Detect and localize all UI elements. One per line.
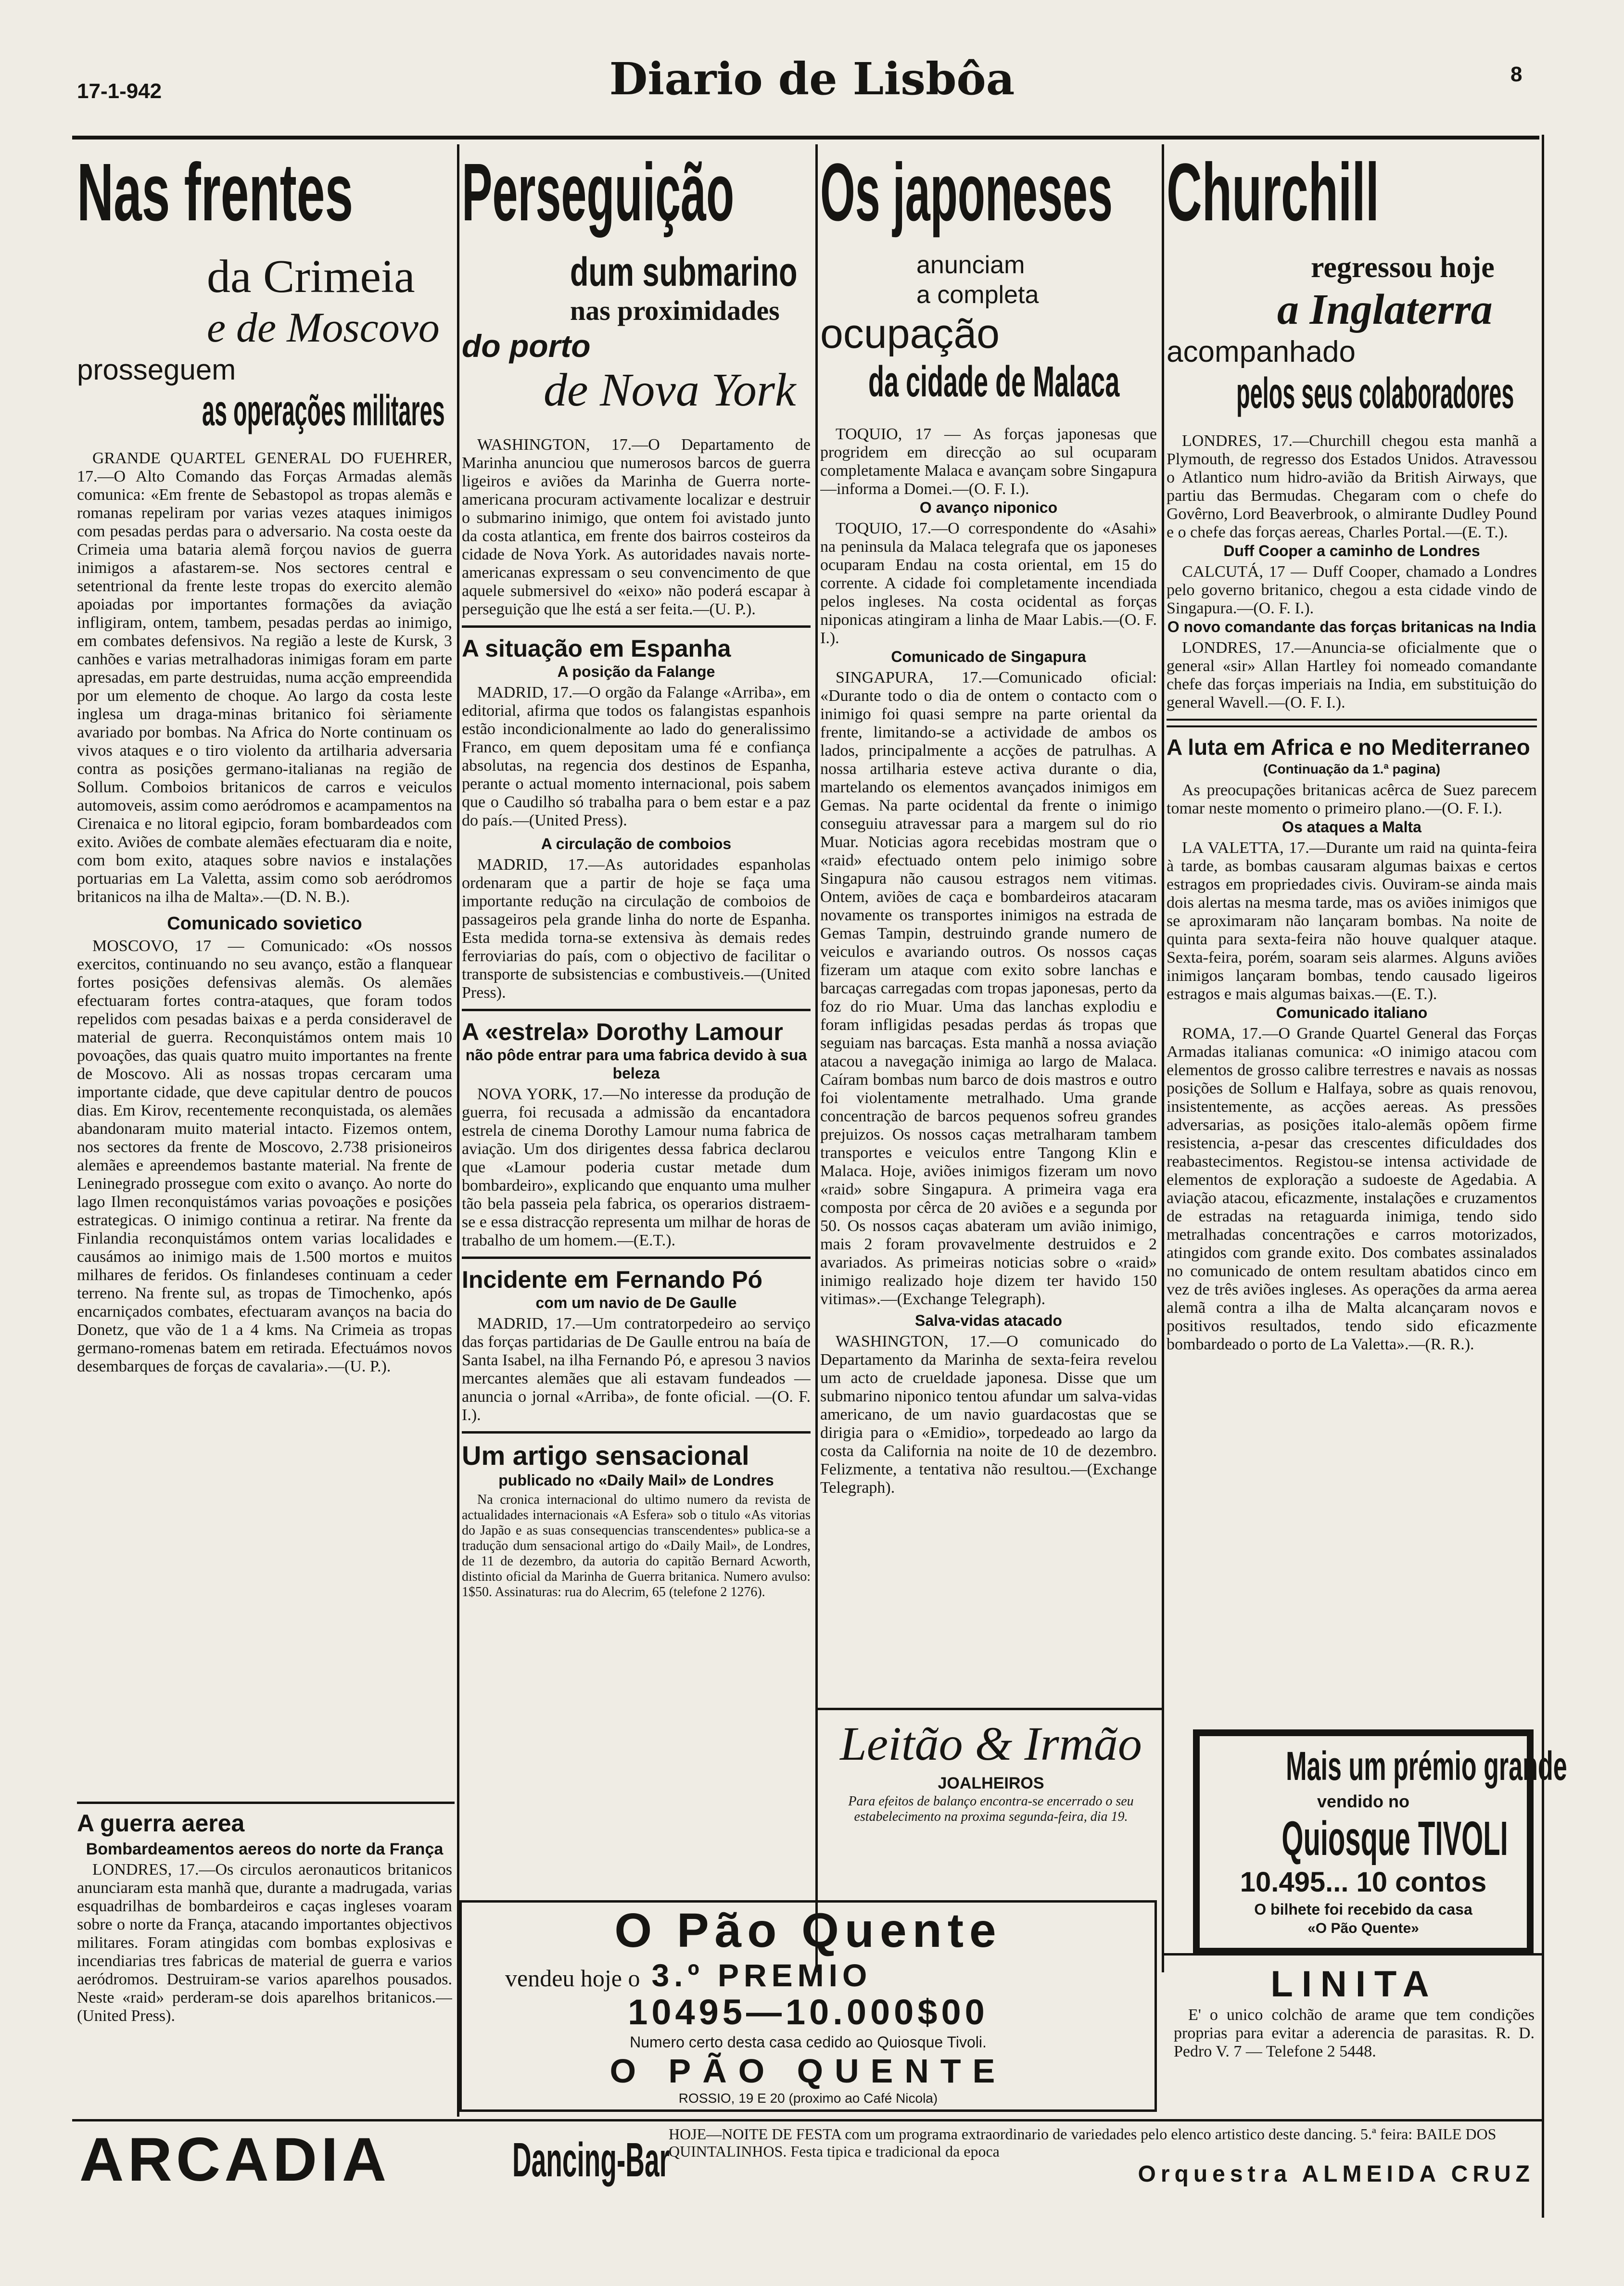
- column-rule: [1162, 144, 1164, 1972]
- subhead-comboios: A circulação de comboios: [541, 835, 732, 852]
- subhead-falange: A posição da Falange: [557, 663, 715, 680]
- article-duff-cooper-body: CALCUTÁ, 17 — Duff Cooper, chamado a Londres pelo governo britanico, chegou a esta cidade vindo de Singapura.—(O. F. I.).: [1167, 563, 1537, 617]
- article-malaca-body: TOQUIO, 17 — As forças japonesas que progridem em direcção ao sul ocuparam completamente Malaca e avançam sobre Singapura—informa a Domei.—(O. F. I.).: [820, 425, 1157, 498]
- headline-operacoes: as operações militares: [202, 387, 445, 435]
- pao-prize-number: 10495—10.000$00: [628, 1992, 989, 2032]
- arcadia-kind: Dancing-Bar: [512, 2133, 670, 2187]
- pao-sold-label: vendeu hoje o: [505, 1965, 640, 1992]
- headline-guerra-aerea: A guerra aerea: [77, 1810, 245, 1837]
- headline-espanha: A situação em Espanha: [462, 635, 731, 662]
- headline-prosseguem: prosseguem: [77, 354, 236, 386]
- headline-fernando-po: Incidente em Fernando Pó: [462, 1266, 763, 1293]
- article-fernando-po-body: MADRID, 17.—Um contratorpedeiro ao serviço das forças partidarias de De Gaulle entrou na baía de Santa Isabel, na ilha Fernando Pó, e apresou 3 navios mercantes alemães que ali estavam fundeados — anuncia o jornal «Arriba», de fonte oficial. —(O. F. I.).: [462, 1315, 811, 1424]
- article-falange-body: MADRID, 17.—O orgão da Falange «Arriba», em editorial, afirma que todos os falangistas espanhois estão incondicionalmente ao lado do generalissimo Franco, em quem depositam uma fé e confiança absolutas, na regencia dos destinos de Espanha, perante o actual momento internacional, pois sabem que o Caudilho só trabalha para o bem estar e a paz do país.—(United Press).: [462, 684, 811, 829]
- article-churchill-body: LONDRES, 17.—Churchill chegou esta manhã a Plymouth, de regresso dos Estados Unidos. Atravessou o Atlantico num hidro-avião da British Airways, que partiu das Bermudas. Chegaram com o chefe do Govêrno, Lord Beaverbrook, o almirante Dudley Pound e o chefe das forças aereas, Charles Portal.—(E. T.).: [1167, 432, 1537, 541]
- pao-prize-label: 3.º PREMIO: [651, 1957, 872, 1993]
- subhead-comandante-india: O novo comandante das forças britanicas na India: [1167, 618, 1536, 635]
- prize-number: 10.495... 10 contos: [1240, 1867, 1487, 1898]
- headline-nova-york: de Nova York: [544, 364, 796, 416]
- subhead-duff-cooper: Duff Cooper a caminho de Londres: [1223, 542, 1480, 559]
- headline-regressou: regressou hoje: [1311, 251, 1495, 284]
- article-crimeia-body: GRANDE QUARTEL GENERAL DO FUEHRER, 17.—O Alto Comando das Forças Armadas alemãs comunica: «Em frente de Sebastopol as tropas alemãs e romanas repeliram por varias vezes ataques inimigos com pesadas perdas para o adversario. Na costa oeste da Crimeia uma bataria alemã forçou navios de guerra inimigos a afastarem-se. Nos sectores central e setentrional da frente leste tropas do exercito alemão apoiadas por importantes formações da aviação infligiram, ontem, tambem, pesadas perdas ao inimigo, em combates defensivos. Na região a leste de Kursk, 3 canhões e varias metralhadoras inimigas foram em parte apresadas, em parte destruidas, numa acção empreendida por um elemento de choque. Ao largo da costa leste inglesa um draga-minas britanico foi sèriamente avariado por bombas. Na Africa do Norte continuam os vivos ataques e o tiro violento da artilharia adversaria contra as posições germano-italianas na região de Sollum. Comboios britanicos de carros e veiculos automoveis, assim como aeródromos e acampamentos na Cirenaica e no litoral egipcio, foram bombardeados com exito. Aviões de combate alemães efectuaram dia e noite, com bom exito, ataques sobre navios e instalações portuarias em La Valetta, assim como sob aeródromos britanicos na ilha de Malta».—(D. N. B.).: [77, 449, 452, 906]
- subhead-singapura: Comunicado de Singapura: [891, 648, 1086, 665]
- subhead-de-gaulle: com um navio de De Gaulle: [535, 1294, 737, 1311]
- prize-house: «O Pão Quente»: [1307, 1920, 1419, 1936]
- headline-da-crimeia: da Crimeia: [207, 251, 415, 303]
- linita-title: LINITA: [1270, 1964, 1438, 2005]
- section-rule: [462, 1257, 811, 1259]
- arcadia-name: ARCADIA: [79, 2125, 391, 2194]
- section-rule: [462, 1009, 811, 1011]
- prize-sold-at: vendido no: [1317, 1791, 1409, 1811]
- ad-leitao-sub: JOALHEIROS: [938, 1774, 1044, 1792]
- prize-source: O bilhete foi recebido da casa: [1254, 1901, 1472, 1918]
- headline-perseguicao: Perseguição: [462, 147, 735, 238]
- article-guerra-aerea-body: LONDRES, 17.—Os circulos aeronauticos britanicos anunciaram esta manhã que, durante a madrugada, varias esquadrilhas de bombardeiros e caças ingleses voaram sobre o norte da França, atacando importantes objectivos militares. Foram atingidas com bombas explosivas e incendiarias tres fabricas de material de guerra e varios aeródromos. Destruiram-se varios aparelhos pousados. Neste «raid» perderam-se dois aparelhos britanicos.—(United Press).: [77, 1861, 452, 2025]
- prize-headline: Mais um prémio grande: [1286, 1743, 1567, 1789]
- headline-ocupacao: ocupação: [820, 311, 1000, 357]
- subhead-beleza: não pôde entrar para uma fabrica devido à sua beleza: [465, 1046, 807, 1082]
- subhead-salva-vidas: Salva-vidas atacado: [915, 1312, 1062, 1329]
- ad-premio-tivoli: [1193, 1729, 1567, 1955]
- arcadia-orchestra: Orquestra ALMEIDA CRUZ: [1138, 2161, 1535, 2187]
- subhead-avanco-niponico: O avanço niponico: [919, 499, 1058, 516]
- linita-body: E' o unico colchão de arame que tem condições proprias para evitar a aderencia de parasitas. R. D. Pedro V. 7 — Telefone 2 5448.: [1174, 2006, 1535, 2060]
- headline-moscovo: e de Moscovo: [207, 305, 440, 351]
- prize-quiosque: Quiosque TIVOLI: [1281, 1812, 1508, 1866]
- column-rule: [815, 144, 818, 1972]
- headline-colaboradores: pelos seus colaboradores: [1236, 369, 1514, 418]
- subhead-comunicado-sovietico: Comunicado sovietico: [167, 914, 362, 934]
- ad-pao-quente: [459, 1900, 1157, 2112]
- column-churchill: [1167, 144, 1537, 1770]
- subhead-ataques-malta: Os ataques a Malta: [1282, 818, 1421, 836]
- article-india-body: LONDRES, 17.—Anuncia-se oficialmente que o general «sir» Allan Hartley foi nomeado comandante chefe das forças imperiais na India, em substituição do general Wavell.—(O. F. I.).: [1167, 639, 1537, 711]
- subhead-bombardeamentos: Bombardeamentos aereos do norte da França: [86, 1840, 444, 1858]
- pao-house-name: O PÃO QUENTE: [609, 2052, 1007, 2090]
- article-singapura-body: SINGAPURA, 17.—Comunicado oficial: «Durante todo o dia de ontem o contacto com o inimigo foi quasi sempre na parte oriental da frente, limitando-se a actividade de ambos os lados, principalmente a acções de patrulhas. A nossa artilharia esteve activa durante o dia, martelando os elementos avançados inimigos em Gemas. Na parte ocidental da frente o inimigo conseguiu atravessar para a margem sul do rio Muar. Noticias agora recebidas mostram que o «raid» efectuado ontem pelo inimigo sobre Singapura não causou estragos nem vitimas. Ontem, aviões de caça e bombardeiros atacaram novamente os transportes inimigos na estrada de Gemas Tampin, destruindo grande numero de veiculos e avariando outros. Os nossos caças fizeram um ataque com exito sobre lanchas e barcaças carregadas com tropas japonesas, perto da foz do rio Muar. Uma das lanchas explodiu e foram infligidas pesadas perdas ás tropas que seguiam nas barcaças. Esta manhã a nossa aviação atacou a navegação inimiga ao largo de Malaca. Caíram bombas num barco de dois mastros e outro foi violentamente metralhado. Uma grande concentração de barcos pequenos sofreu grandes prejuizos. Os nossos caças metralharam tambem transportes e veiculos entre Tangong Klin e Malaca. Hoje, aviões inimigos fizeram um novo «raid» sobre Singapura. A primeira vaga era composta por cêrca de 20 aviões e a segunda por 50. Os nossos caças abateram um avião inimigo, mais 2 foram provavelmente destruidos e 2 avariados. As primeiras noticias sobre o «raid» inimigo realizado hoje dizem ter havido 150 vitimas».—(Exchange Telegraph).: [820, 669, 1157, 1308]
- arcadia-program: HOJE—NOITE DE FESTA com um programa extraordinario de variedades pelo elenco artistico deste dancing. 5.ª feira: BAILE DOS QUINTALINHOS. Festa tipica e tradicional da epoca: [669, 2125, 1497, 2160]
- article-suez-body: As preocupações britanicas acêrca de Suez parecem tomar neste momento o primeiro plano.—(O. F. I.).: [1167, 781, 1537, 817]
- headline-nas-frentes: Nas frentes: [77, 147, 354, 238]
- section-rule: [77, 1802, 455, 1804]
- headline-churchill: Churchill: [1167, 147, 1380, 238]
- headline-artigo-sensacional: Um artigo sensacional: [462, 1440, 749, 1471]
- headline-os-japoneses: Os japoneses: [820, 147, 1113, 238]
- subhead-comunicado-italiano: Comunicado italiano: [1276, 1004, 1428, 1021]
- section-rule: [72, 2119, 1542, 2121]
- article-daily-mail-body: Na cronica internacional do ultimo numero da revista de actualidades internacionais «A Esfera» sob o titulo «As vitorias do Japão e as suas consequencias transcendentes» publica-se a tradução dum sensacional artigo do «Daily Mail», de Londres, de 11 de dezembro, da autoria do capitão Bernard Acworth, distinto oficial da Marinha de Guerra britanica. Numero avulso: 1$50. Assinaturas: rua do Alecrim, 65 (telefone 2 1276).: [462, 1492, 811, 1600]
- article-avanco-body: TOQUIO, 17.—O correspondente do «Asahi» na peninsula da Malaca telegrafa que os japoneses ocuparam Endau na costa oriental, em 15 do corrente. A cidade foi completamente incendiada pelos ingleses. Na costa ocidental as forças niponicas atingiram a linha de Maar Labis.—(O. F. I.).: [820, 520, 1157, 647]
- newspaper-title: Diario de Lisbôa: [609, 53, 1015, 105]
- article-guerra-aerea: [77, 1809, 452, 2117]
- headline-africa-mediterraneo: A luta em Africa e no Mediterraneo: [1167, 735, 1530, 760]
- headline-a-completa: a completa: [916, 281, 1039, 309]
- article-sovietico-body: MOSCOVO, 17 — Comunicado: «Os nossos exercitos, continuando no seu avanço, estão a flanquear fortes posições defensivas alemãs. Os alemães efectuaram fortes contra-ataques, que foram todos repelidos com pesadas baixas e a perda consideravel de material de guerra. Reconquistámos ontem mais 10 povoações, das quais quatro muito importantes na frente de Moscovo. Ali as nossas tropas cercaram uma importante cidade, que deve capitular dentro de poucos dias. Em Kirov, recentemente reconquistada, os alemães abandonaram muito material intacto. Fizemos ontem, nos sectores da frente de Moscovo, 2.738 prisioneiros alemães e apreendemos bastante material. Na frente de Leninegrado prossegue com exito o avanço. Ao norte do lago Ilmen reconquistámos varias povoações e posições estrategicas. O inimigo continua a retirar. Na frente da Finlandia reconquistámos ontem varias localidades e causámos ao inimigo mais de 1.500 mortos e muitos milhares de feridos. Os finlandeses continuam a ceder terreno. Na frente sul, as tropas de Timochenko, após encarniçados combates, efectuaram avanços na bacia do Donetz, que vão de 1 a 4 kms. Na Crimeia as tropas germano-romenas batem em retirada. Efectuámos novos desembarques de forças de cavalaria».—(U. P.).: [77, 937, 452, 1375]
- ad-leitao-title: Leitão & Irmão: [840, 1717, 1142, 1770]
- headline-do-porto: do porto: [462, 328, 591, 364]
- continuation-note: (Continuação da 1.ª pagina): [1263, 762, 1441, 776]
- section-rule: [818, 1708, 1162, 1710]
- ad-linita: [1174, 1963, 1535, 2117]
- pao-address: ROSSIO, 19 E 20 (proximo ao Café Nicola): [678, 2091, 938, 2106]
- subhead-daily-mail: publicado no «Daily Mail» de Londres: [498, 1472, 774, 1489]
- headline-malaca: da cidade de Malaca: [868, 358, 1120, 406]
- article-malta-body: LA VALETTA, 17.—Durante um raid na quinta-feira à tarde, as bombas causaram algumas baixas e certos estragos em propriedades civis. Ouviram-se ainda mais dois alertas na mesma tarde, mas os aviões inimigos que se aproximaram não lançaram bombas. Na noite de quinta para sexta-feira não houve qualquer ataque. Sexta-feira, porém, soaram seis alarmes. Alguns aviões inimigos lançaram bombas, tendo causado ligeiros estragos e mais algumas baixas.—(E. T.).: [1167, 839, 1537, 1003]
- page-number: 8: [1510, 63, 1522, 86]
- section-rule: [1167, 719, 1537, 727]
- article-submarino-body: WASHINGTON, 17.—O Departamento de Marinha anunciou que numerosos barcos de guerra ligeiros e aviões da Marinha de Guerra norte-americana procuram activamente localizar e destruir o submarino inimigo, que ontem foi avistado junto da costa atlantica, em frente dos bairros costeiros da cidade de Nova York. As autoridades navais norte-americanas expressam o seu convencimento de que aquele submersivel do «eixo» não poderá escapar à perseguição que lhe está a ser feita.—(U. P.).: [462, 436, 811, 618]
- ad-leitao-irmao: [827, 1715, 1155, 1888]
- article-comboios-body: MADRID, 17.—As autoridades espanholas ordenaram que a partir de hoje se faça uma importante redução na circulação de comboios de passageiros pela grande linha do norte de Espanha. Esta medida torna-se extensiva às demais redes ferroviarias do país, com o objectivo de facilitar o transporte de subsistencias e combustiveis.—(United Press).: [462, 856, 811, 1002]
- pao-note: Numero certo desta casa cedido ao Quiosque Tivoli.: [630, 2033, 987, 2051]
- section-rule: [1164, 1953, 1542, 1956]
- section-rule: [462, 625, 811, 628]
- issue-date: 17-1-942: [77, 79, 162, 103]
- ad-leitao-body: Para efeitos de balanço encontra-se encerrado o seu estabelecimento na proxima segunda-feira, dia 19.: [848, 1794, 1134, 1824]
- headline-dum-submarino: dum submarino: [570, 249, 798, 294]
- headline-proximidades: nas proximidades: [570, 295, 780, 326]
- column-rule: [457, 144, 459, 2117]
- headline-dorothy-lamour: A «estrela» Dorothy Lamour: [462, 1018, 783, 1045]
- column-submarino: [462, 144, 811, 1972]
- article-italiano-body: ROMA, 17.—O Grande Quartel General das Forças Armadas italianas comunica: «O inimigo atacou com elementos de grosso calibre terrestres e navais as nossas posições de Sollum e Halfaya, sobre as quais renovou, insistentemente, as acções aereas. As pressões adversarias, as posições italo-alemãs opõem firme resistencia, a-pesar das crescentes dificuldades dos reabastecimentos. Registou-se intensa actividade de elementos de exploração a sudoeste de Agedabia. A aviação atacou, eficazmente, instalações e cruzamentos de estradas na retaguarda inimiga, tendo sido metralhadas concentrações e carros motorizados, atingidos com grande exito. Dos combates assinalados no comunicado de ontem resultam abatidos cinco em vez de três aviões ingleses. As operações da arma aerea alemã contra a ilha de Malta alcançaram novos e positivos resultados, tendo sido eficazmente bombardeado o porto de La Valetta».—(R. R.).: [1167, 1025, 1537, 1353]
- article-salva-vidas-body: WASHINGTON, 17.—O comunicado do Departamento da Marinha de sexta-feira revelou um acto de crueldade japonesa. Disse que um submarino niponico tentou afundar um salva-vidas americano, de um navio guardacostas que se dirigia para o «Emidio», torpedeado ao largo da costa da California na noite de 10 de dezembro. Felizmente, a tentativa não resultou.—(Exchange Telegraph).: [820, 1333, 1157, 1497]
- column-japoneses: [820, 144, 1157, 1972]
- section-rule: [462, 1431, 811, 1434]
- article-lamour-body: NOVA YORK, 17.—No interesse da produção de guerra, foi recusada a admissão da encantadora estrela de cinema Dorothy Lamour numa fabrica de aviação. Um dos dirigentes dessa fabrica declarou que «Lamour poderia custar metade dum bombardeiro», explicando que enquanto uma mulher tão bela passeia pela fabrica, os operarios distraem-se e essa distracção representa um milhar de horas de trabalho de um homem.—(E.T.).: [462, 1085, 811, 1249]
- pao-title: O Pão Quente: [614, 1904, 1002, 1957]
- headline-inglaterra: a Inglaterra: [1277, 286, 1493, 333]
- page-edge-rule: [1542, 135, 1544, 2218]
- headline-acompanhado: acompanhado: [1167, 335, 1356, 368]
- headline-anunciam: anunciam: [916, 251, 1025, 279]
